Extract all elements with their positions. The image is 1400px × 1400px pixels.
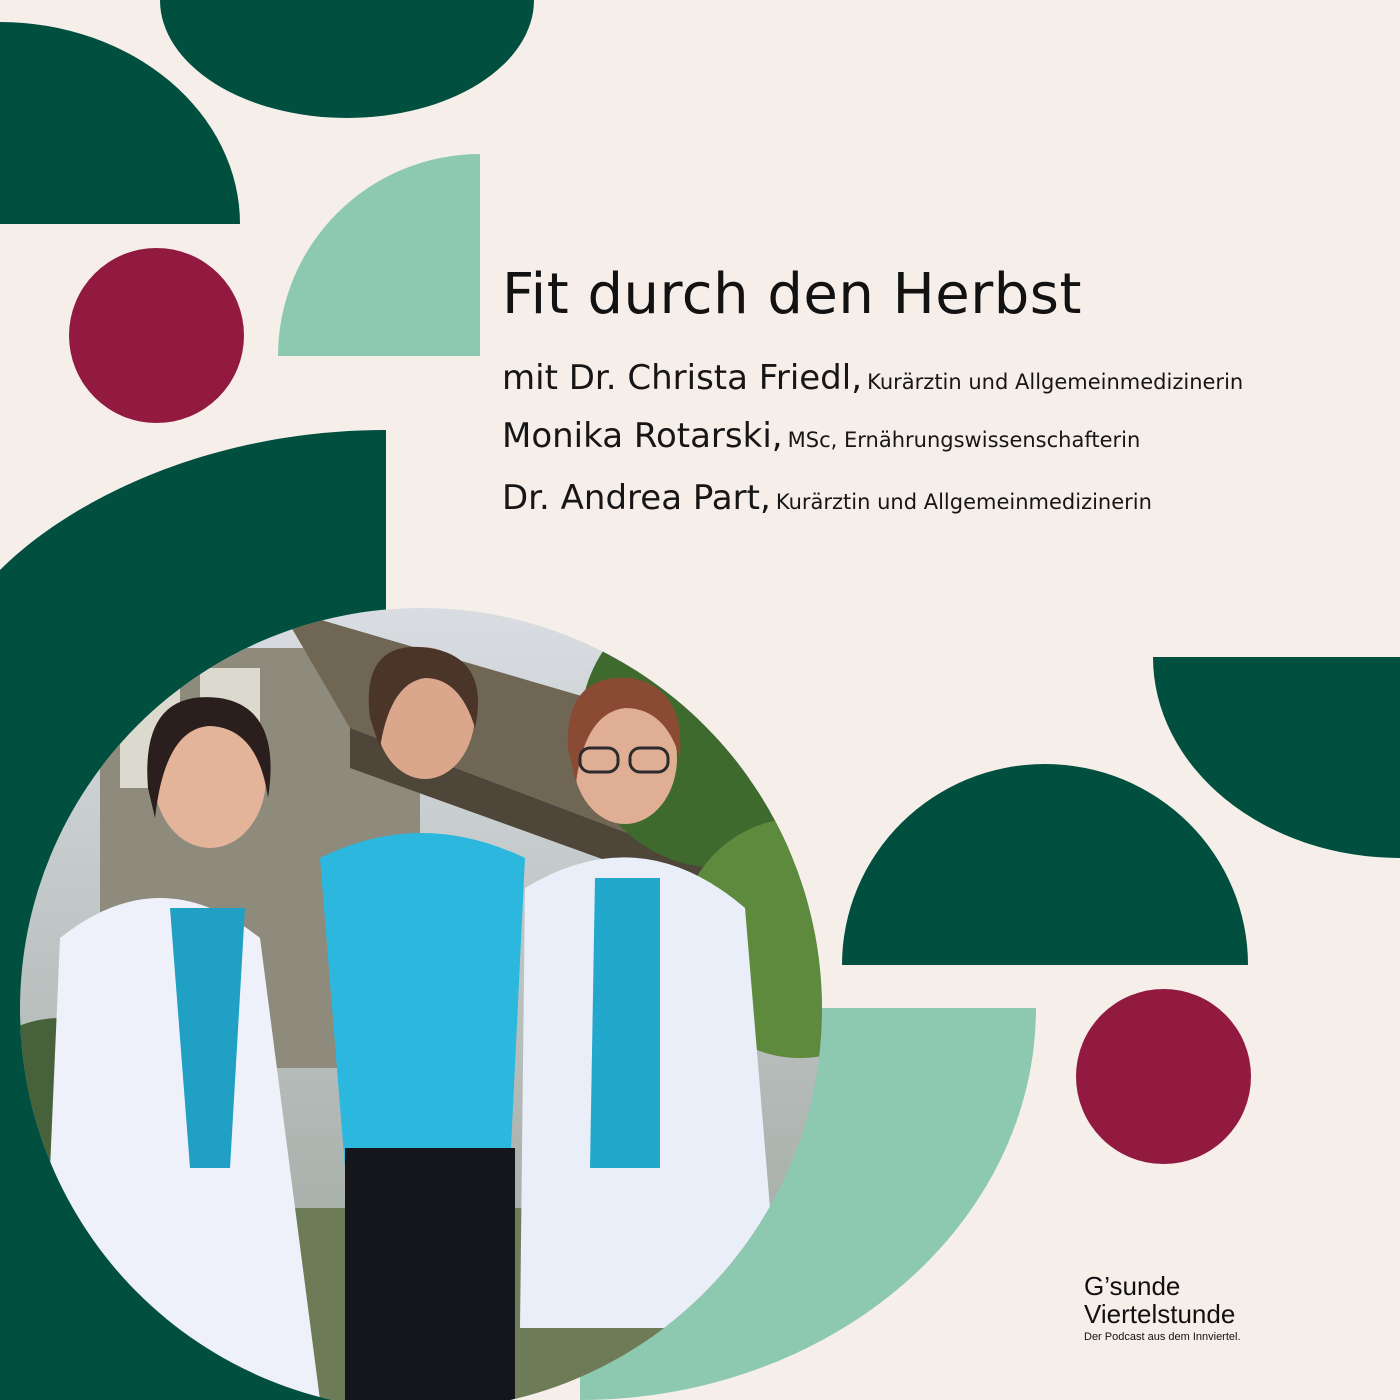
logo-tagline: Der Podcast aus dem Innviertel. xyxy=(1084,1331,1241,1343)
guest-role: Kurärztin und Allgemeinmedizinerin xyxy=(775,490,1152,514)
guest-name: Monika Rotarski, xyxy=(502,416,783,456)
left-green-quarter-circle xyxy=(0,22,240,224)
logo-line-1: G’sunde xyxy=(1084,1271,1181,1301)
episode-title: Fit durch den Herbst xyxy=(502,262,1082,327)
guest-role: MSc, Ernährungswissenschafterin xyxy=(787,428,1141,452)
guest-role: Kurärztin und Allgemeinmedizinerin xyxy=(867,370,1244,394)
guest-name: mit Dr. Christa Friedl, xyxy=(502,358,863,398)
guest-name: Dr. Andrea Part, xyxy=(502,478,771,518)
guest-line-1 xyxy=(502,358,1243,398)
guest-line-3 xyxy=(502,478,1152,518)
burgundy-dot-left xyxy=(69,248,244,423)
podcast-logo xyxy=(1084,1272,1241,1343)
logo-line-2: Viertelstunde xyxy=(1084,1299,1236,1329)
guest-line-2 xyxy=(502,416,1140,456)
burgundy-dot-right xyxy=(1076,989,1251,1164)
mint-quarter-circle xyxy=(278,154,480,356)
guest-photo xyxy=(20,608,822,1400)
right-green-semicircle xyxy=(842,764,1248,965)
